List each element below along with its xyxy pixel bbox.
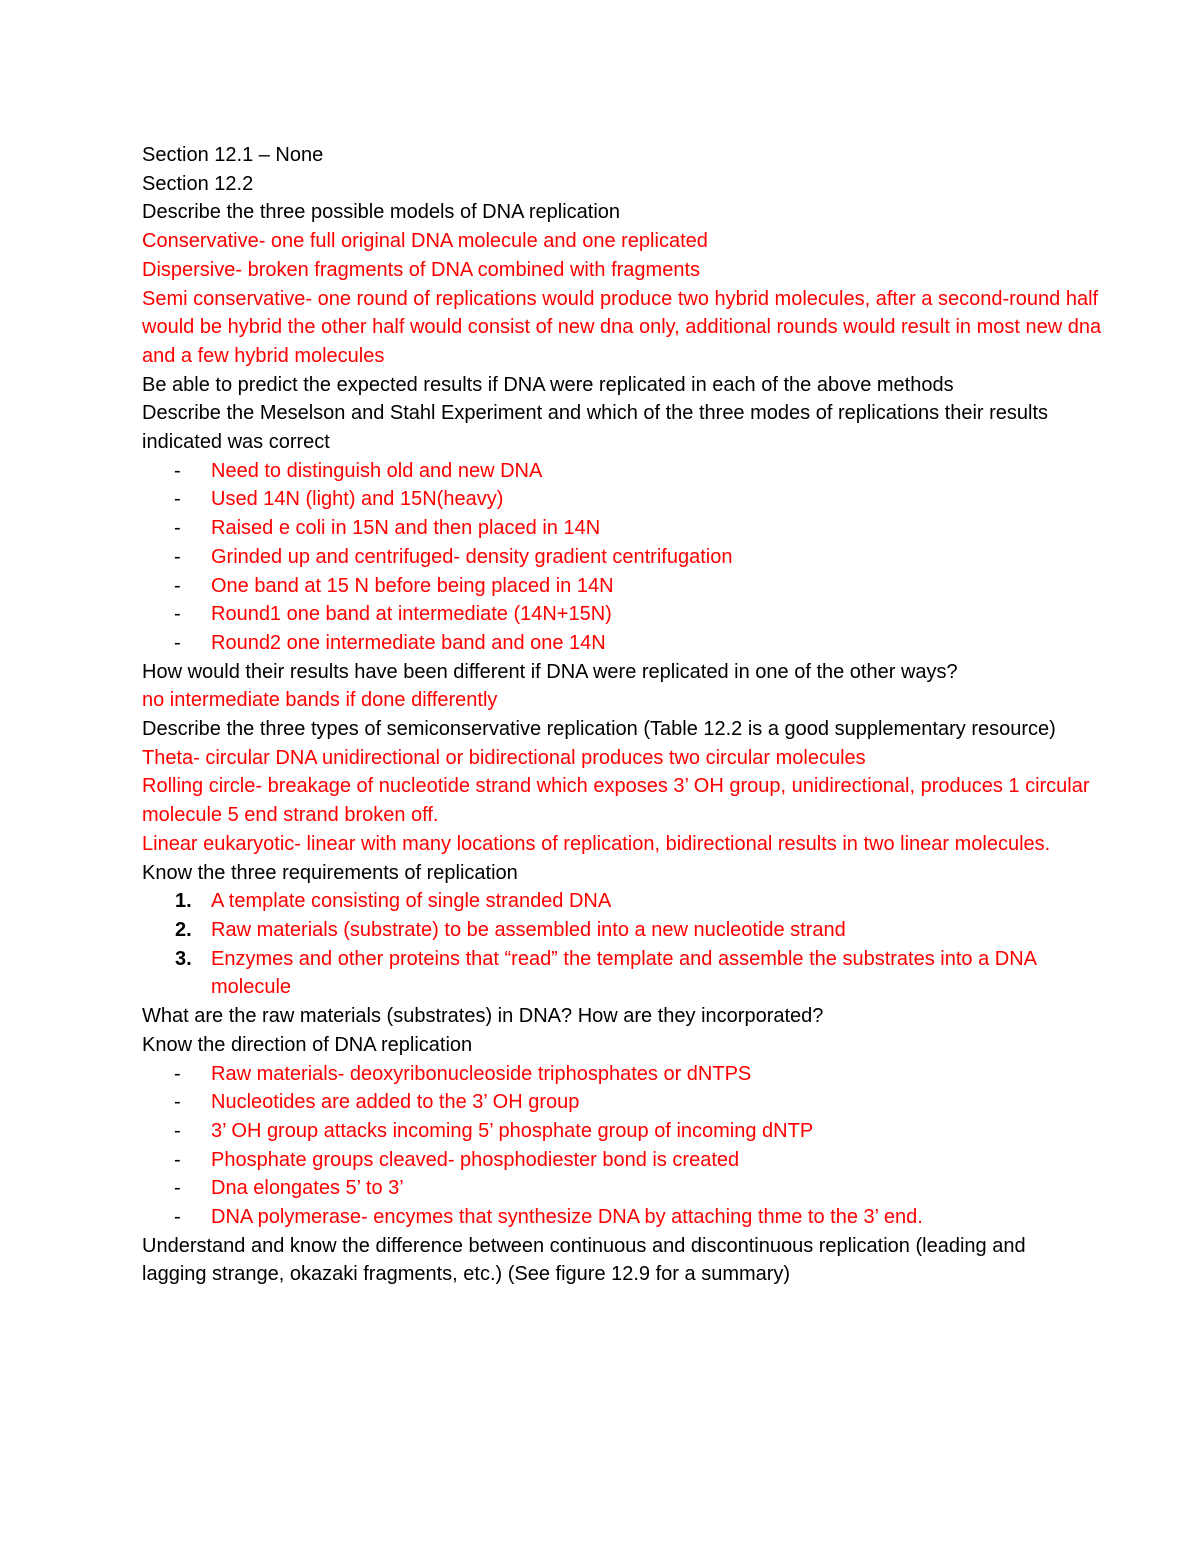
list-item-text: Phosphate groups cleaved- phosphodiester bond is created	[211, 1148, 740, 1171]
list-number: 2.	[175, 918, 192, 941]
question-text: indicated was correct	[142, 431, 330, 454]
bullet-list-item	[142, 457, 1102, 486]
dash-bullet-marker: -	[174, 459, 181, 482]
question-text: Know the direction of DNA replication	[142, 1033, 473, 1056]
answer-text: Theta- circular DNA unidirectional or bidirectional produces two circular molecules	[142, 746, 866, 769]
list-item-text: A template consisting of single stranded DNA	[211, 890, 612, 913]
answer-text: Semi conservative- one round of replications would produce two hybrid molecules, after a second-round half would be hybrid the other half would consist of new dna only, additional rounds would result in most new dna and a few hybrid molecules	[142, 287, 1102, 367]
answer-text: Dispersive- broken fragments of DNA combined with fragments	[142, 258, 701, 281]
question-text: Know the three requirements of replication	[142, 861, 518, 884]
bullet-list-item	[142, 543, 1102, 572]
answer-text: Rolling circle- breakage of nucleotide strand which exposes 3’ OH group, unidirectional, produces 1 circular molecule 5 end strand broken off.	[142, 775, 1090, 827]
question-text: Be able to predict the expected results if DNA were replicated in each of the above methods	[142, 373, 954, 396]
dash-bullet-marker: -	[174, 1177, 181, 1200]
bullet-list-item	[142, 1088, 1102, 1117]
question-text: How would their results have been different if DNA were replicated in one of the other ways?	[142, 660, 958, 683]
bullet-list-item	[142, 1060, 1102, 1089]
dash-bullet-marker: -	[174, 631, 181, 654]
bullet-list-item	[142, 572, 1102, 601]
bullet-list-item	[142, 514, 1102, 543]
bullet-list-item	[142, 1203, 1102, 1232]
document-page	[142, 141, 1102, 1289]
list-item-text: One band at 15 N before being placed in 14N	[211, 574, 614, 597]
bullet-list-item	[142, 629, 1102, 658]
question-text: What are the raw materials (substrates) in DNA? How are they incorporated?	[142, 1005, 824, 1028]
dash-bullet-marker: -	[174, 1091, 181, 1114]
list-item-text: Grinded up and centrifuged- density gradient centrifugation	[211, 545, 733, 568]
dash-bullet-marker: -	[174, 603, 181, 626]
bullet-list-item	[142, 600, 1102, 629]
numbered-list-item	[142, 916, 1102, 945]
question-text: Describe the Meselson and Stahl Experiment and which of the three modes of replications their results	[142, 402, 1049, 425]
dash-bullet-marker: -	[174, 1148, 181, 1171]
list-item-text: Used 14N (light) and 15N(heavy)	[211, 488, 504, 511]
bullet-list-item	[142, 1174, 1102, 1203]
list-item-text: Round2 one intermediate band and one 14N	[211, 631, 606, 654]
list-item-text: Need to distinguish old and new DNA	[211, 459, 543, 482]
dash-bullet-marker: -	[174, 517, 181, 540]
list-number: 3.	[175, 947, 192, 970]
question-text: Understand and know the difference between continuous and discontinuous replication (leading and	[142, 1234, 1026, 1257]
list-item-text: DNA polymerase- encymes that synthesize DNA by attaching thme to the 3’ end.	[211, 1206, 923, 1229]
dash-bullet-marker: -	[174, 1119, 181, 1142]
list-item-text: Raised e coli in 15N and then placed in 14N	[211, 517, 601, 540]
list-item-text: Raw materials (substrate) to be assembled into a new nucleotide strand	[211, 918, 846, 941]
answer-text: no intermediate bands if done differently	[142, 689, 498, 712]
dash-bullet-marker: -	[174, 545, 181, 568]
question-text: lagging strange, okazaki fragments, etc.) (See figure 12.9 for a summary)	[142, 1263, 791, 1286]
question-text: Section 12.1 – None	[142, 144, 324, 166]
dash-bullet-marker: -	[174, 488, 181, 511]
numbered-list-item	[142, 887, 1102, 916]
bullet-list-item	[142, 1117, 1102, 1146]
list-number: 1.	[175, 890, 192, 913]
list-item-text: 3’ OH group attacks incoming 5’ phosphate group of incoming dNTP	[211, 1119, 814, 1142]
question-text: Section 12.2	[142, 172, 254, 195]
bullet-list-item	[142, 1146, 1102, 1175]
numbered-list-item	[142, 945, 1102, 1002]
answer-text: Conservative- one full original DNA molecule and one replicated	[142, 230, 708, 253]
dash-bullet-marker: -	[174, 1206, 181, 1229]
bullet-list-item	[142, 485, 1102, 514]
dash-bullet-marker: -	[174, 574, 181, 597]
list-item-text: Enzymes and other proteins that “read” the template and assemble the substrates into a DNA molecule	[211, 947, 1036, 999]
list-item-text: Dna elongates 5’ to 3’	[211, 1177, 404, 1200]
question-text: Describe the three possible models of DNA replication	[142, 201, 621, 224]
list-item-text: Raw materials- deoxyribonucleoside triphosphates or dNTPS	[211, 1062, 752, 1085]
list-item-text: Nucleotides are added to the 3’ OH group	[211, 1091, 580, 1114]
question-text: Describe the three types of semiconservative replication (Table 12.2 is a good supplementary resource)	[142, 718, 1056, 741]
list-item-text: Round1 one band at intermediate (14N+15N)	[211, 603, 612, 626]
answer-text: Linear eukaryotic- linear with many locations of replication, bidirectional results in two linear molecules.	[142, 832, 1051, 855]
dash-bullet-marker: -	[174, 1062, 181, 1085]
